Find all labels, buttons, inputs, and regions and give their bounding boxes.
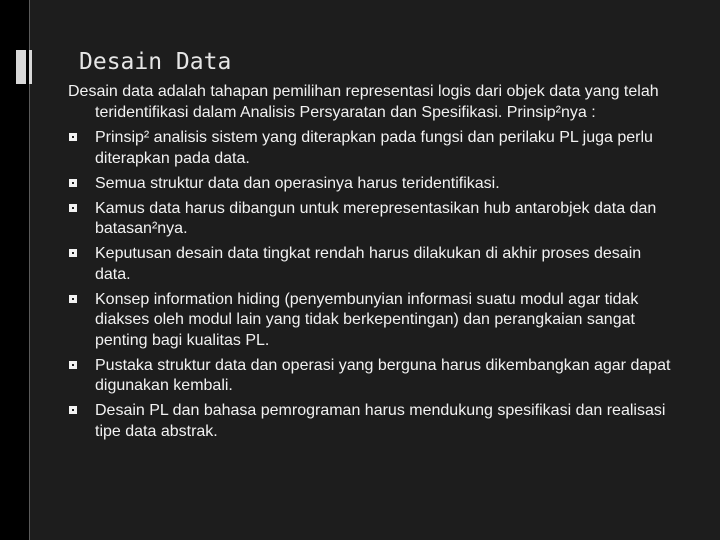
bullet-item — [68, 290, 680, 352]
bullet-item — [68, 199, 680, 240]
slide-body — [68, 82, 680, 447]
bullet-text: Keputusan desain data tingkat rendah harus dilakukan di akhir proses desain data. — [95, 245, 642, 283]
title-accent-block — [16, 50, 26, 84]
bullet-text: Desain PL dan bahasa pemrograman harus mendukung spesifikasi dan realisasi tipe data abstrak. — [95, 402, 666, 440]
square-bullet-icon — [69, 295, 77, 303]
bullet-text: Kamus data harus dibangun untuk merepresentasikan hub antarobjek data dan batasan²nya. — [95, 199, 657, 237]
square-bullet-icon — [69, 179, 77, 187]
intro-paragraph: Desain data adalah tahapan pemilihan representasi logis dari objek data yang telah teridentifikasi dalam Analisis Persyaratan dan Spesifikasi. Prinsip²nya : — [68, 83, 659, 121]
slide-title: Desain Data — [79, 49, 232, 75]
bullet-text: Semua struktur data dan operasinya harus teridentifikasi. — [95, 174, 500, 192]
square-bullet-icon — [69, 133, 77, 141]
bullet-text: Prinsip² analisis sistem yang diterapkan pada fungsi dan perilaku PL juga perlu diterapkan pada data. — [95, 129, 653, 167]
bullet-item — [68, 356, 680, 397]
square-bullet-icon — [69, 249, 77, 257]
square-bullet-icon — [69, 204, 77, 212]
bullet-text: Pustaka struktur data dan operasi yang berguna harus dikembangkan agar dapat digunakan kembali. — [95, 356, 671, 394]
square-bullet-icon — [69, 406, 77, 414]
bullet-item — [68, 174, 680, 195]
bullet-item — [68, 244, 680, 285]
square-bullet-icon — [69, 361, 77, 369]
title-accent-bar — [29, 50, 32, 84]
bullet-list — [68, 128, 680, 442]
bullet-item — [68, 128, 680, 169]
bullet-item — [68, 401, 680, 442]
bullet-text: Konsep information hiding (penyembunyian informasi suatu modul agar tidak diakses oleh modul lain yang tidak berkepentingan) dan perangkaian sangat penting bagi kualitas PL. — [95, 290, 639, 349]
